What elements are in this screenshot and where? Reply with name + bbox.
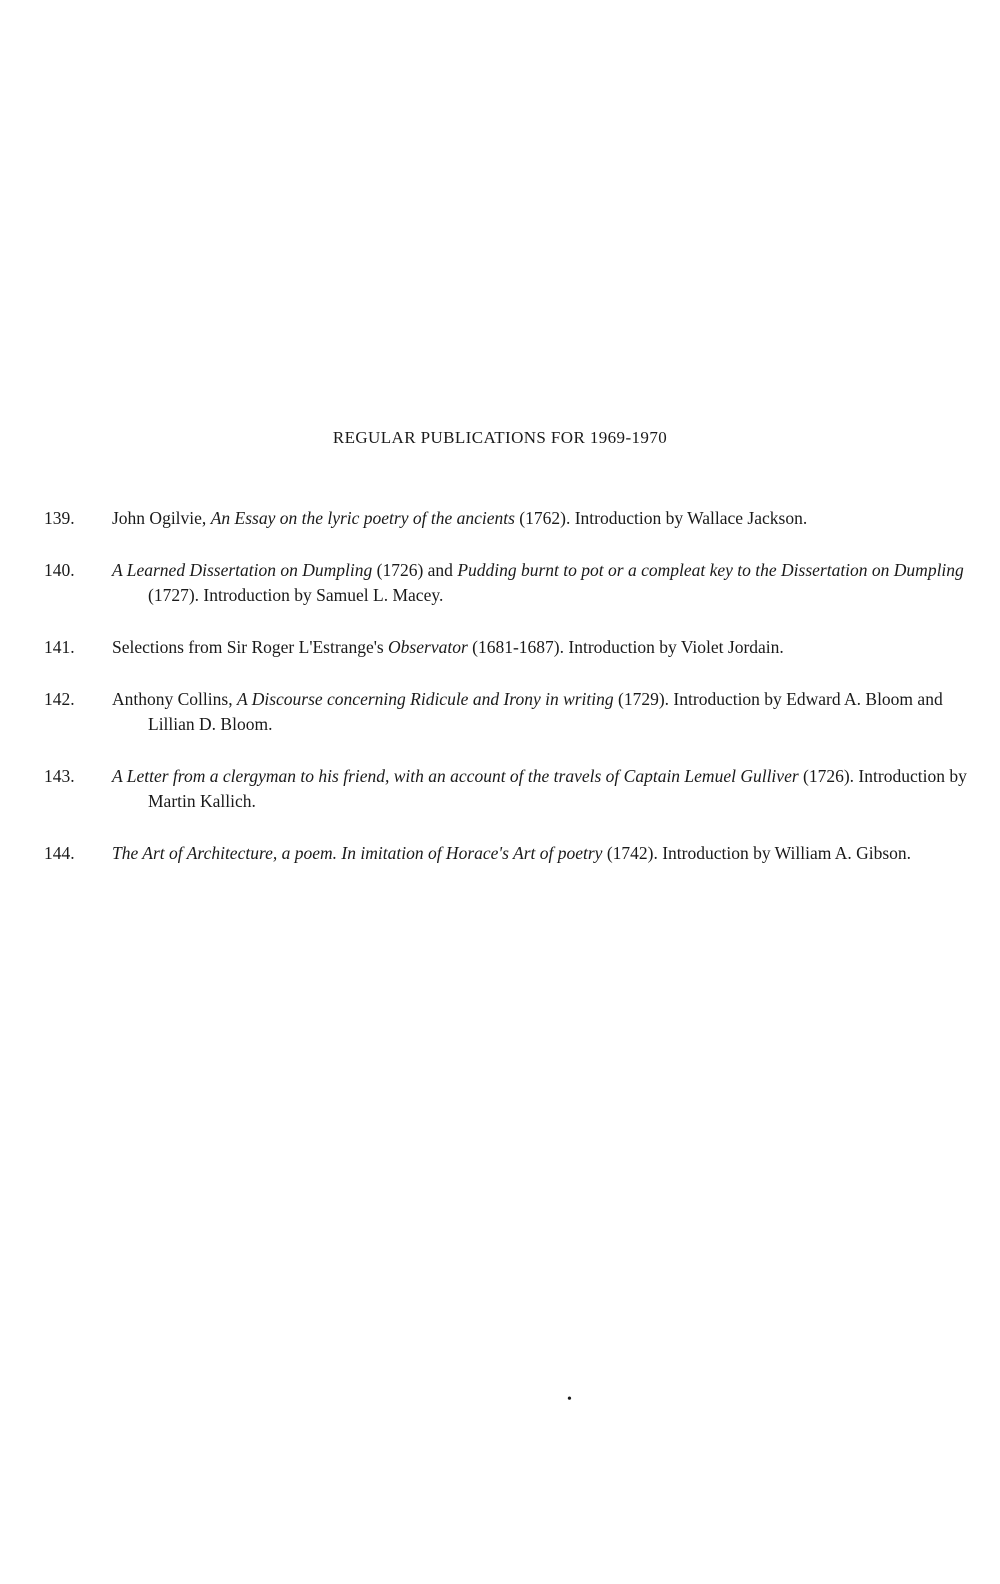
entry-title: A Letter from a clergyman to his friend, with an account of the travels of Captain Lemuel Gulliver: [112, 766, 799, 786]
entry-number: 140.: [44, 560, 75, 580]
entry-text: [112, 635, 984, 660]
entry-number: 141.: [44, 637, 75, 657]
publication-entry-141: [44, 635, 984, 660]
publication-entry-143: [44, 764, 984, 814]
publication-entry-142: [44, 687, 984, 737]
entry-text-part: (1727). Introduction by Samuel L. Macey.: [148, 585, 444, 605]
entry-text-part: (1762). Introduction by Wallace Jackson.: [514, 508, 808, 528]
entry-title: Pudding burnt to pot or a compleat key to the Dissertation on Dumpling: [457, 560, 964, 580]
entry-number: 139.: [44, 508, 75, 528]
footer-mark: •: [567, 1392, 572, 1407]
entry-text: [112, 764, 984, 814]
entry-number: 142.: [44, 689, 75, 709]
publication-entry-140: [44, 558, 984, 608]
publication-list: [44, 506, 984, 893]
entry-title: An Essay on the lyric poetry of the ancients: [210, 508, 515, 528]
entry-text-part: Selections from Sir Roger L'Estrange's: [112, 637, 389, 657]
page-title: REGULAR PUBLICATIONS FOR 1969-1970: [332, 428, 668, 447]
entry-number: 144.: [44, 843, 75, 863]
entry-title: Observator: [388, 637, 468, 657]
entry-text-part: (1681-1687). Introduction by Violet Jordain.: [467, 637, 784, 657]
entry-title: A Discourse concerning Ridicule and Irony in writing: [236, 689, 614, 709]
entry-text: [112, 687, 984, 737]
entry-text: [112, 558, 984, 608]
publication-entry-139: [44, 506, 984, 531]
entry-text: [112, 506, 984, 531]
entry-text: [112, 841, 984, 866]
entry-number: 143.: [44, 766, 75, 786]
entry-text-part: (1726). Introduction by Martin Kallich.: [148, 766, 967, 811]
entry-title: The Art of Architecture, a poem. In imitation of Horace's Art of poetry: [112, 843, 603, 863]
entry-title: A Learned Dissertation on Dumpling: [112, 560, 373, 580]
entry-text-part: (1726) and: [372, 560, 458, 580]
entry-text-part: Anthony Collins,: [112, 689, 237, 709]
entry-text-part: (1742). Introduction by William A. Gibson.: [602, 843, 912, 863]
publication-entry-144: [44, 841, 984, 866]
entry-text-part: (1729). Introduction by Edward A. Bloom and Lillian D. Bloom.: [148, 689, 943, 734]
entry-text-part: John Ogilvie,: [112, 508, 211, 528]
